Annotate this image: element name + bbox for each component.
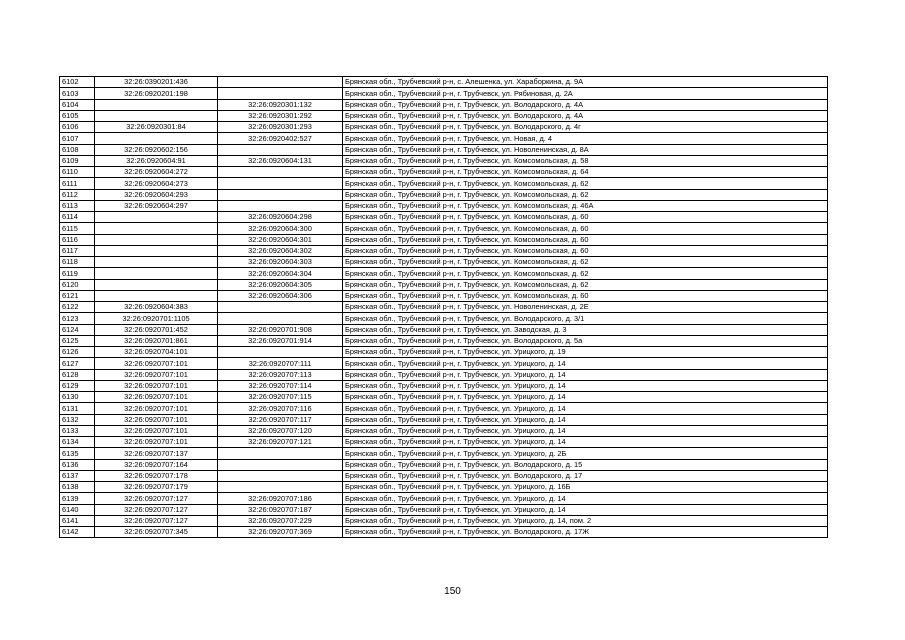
table-row [60, 223, 828, 234]
address-cell: Брянская обл., Трубчевский р-н, г. Трубчевск, ул. Комсомольская, д. 62 [343, 178, 828, 189]
row-number-cell: 6128 [60, 369, 95, 380]
object-cadastral-number-cell: 32:26:0920604:301 [218, 234, 343, 245]
address-cell: Брянская обл., Трубчевский р-н, г. Трубчевск, ул. Комсомольская, д. 60 [343, 290, 828, 301]
table-row [60, 504, 828, 515]
row-number-cell: 6106 [60, 122, 95, 133]
address-cell: Брянская обл., Трубчевский р-н, г. Трубчевск, ул. Комсомольская, д. 60 [343, 245, 828, 256]
address-cell: Брянская обл., Трубчевский р-н, г. Трубчевск, ул. Урицкого, д. 19 [343, 347, 828, 358]
table-row [60, 403, 828, 414]
row-number-cell: 6141 [60, 515, 95, 526]
row-number-cell: 6116 [60, 234, 95, 245]
object-cadastral-number-cell [218, 459, 343, 470]
address-cell: Брянская обл., Трубчевский р-н, г. Трубчевск, ул. Урицкого, д. 2Б [343, 448, 828, 459]
cadastral-number-cell: 32:26:0920602:156 [95, 144, 218, 155]
cadastral-number-cell: 32:26:0920301:84 [95, 122, 218, 133]
object-cadastral-number-cell: 32:26:0920707:114 [218, 380, 343, 391]
object-cadastral-number-cell: 32:26:0920402:527 [218, 133, 343, 144]
row-number-cell: 6120 [60, 279, 95, 290]
object-cadastral-number-cell: 32:26:0920701:908 [218, 324, 343, 335]
cadastral-number-cell: 32:26:0920707:101 [95, 369, 218, 380]
table-row [60, 167, 828, 178]
table-row [60, 257, 828, 268]
row-number-cell: 6140 [60, 504, 95, 515]
row-number-cell: 6119 [60, 268, 95, 279]
address-cell: Брянская обл., Трубчевский р-н, г. Трубчевск, ул. Заводская, д. 3 [343, 324, 828, 335]
cadastral-number-cell [95, 245, 218, 256]
object-cadastral-number-cell [218, 178, 343, 189]
cadastral-number-cell [95, 212, 218, 223]
object-cadastral-number-cell: 32:26:0920707:186 [218, 493, 343, 504]
object-cadastral-number-cell: 32:26:0920707:116 [218, 403, 343, 414]
address-cell: Брянская обл., Трубчевский р-н, г. Трубчевск, ул. Володарского, д. 3/1 [343, 313, 828, 324]
table-row [60, 324, 828, 335]
object-cadastral-number-cell [218, 167, 343, 178]
address-cell: Брянская обл., Трубчевский р-н, г. Трубчевск, ул. Комсомольская, д. 60 [343, 212, 828, 223]
address-cell: Брянская обл., Трубчевский р-н, г. Трубчевск, ул. Новоленинская, д. 2Е [343, 302, 828, 313]
address-cell: Брянская обл., Трубчевский р-н, г. Трубчевск, ул. Урицкого, д. 16Б [343, 482, 828, 493]
table-row [60, 515, 828, 526]
row-number-cell: 6131 [60, 403, 95, 414]
row-number-cell: 6136 [60, 459, 95, 470]
object-cadastral-number-cell [218, 482, 343, 493]
row-number-cell: 6121 [60, 290, 95, 301]
table-row [60, 290, 828, 301]
table-row [60, 347, 828, 358]
address-cell: Брянская обл., Трубчевский р-н, г. Трубчевск, ул. Урицкого, д. 14 [343, 437, 828, 448]
table-row [60, 414, 828, 425]
row-number-cell: 6127 [60, 358, 95, 369]
table-row [60, 482, 828, 493]
row-number-cell: 6103 [60, 88, 95, 99]
cadastral-number-cell: 32:26:0920707:127 [95, 493, 218, 504]
address-cell: Брянская обл., Трубчевский р-н, г. Трубчевск, ул. Володарского, д. 17 [343, 470, 828, 481]
row-number-cell: 6117 [60, 245, 95, 256]
cadastral-number-cell: 32:26:0920707:137 [95, 448, 218, 459]
row-number-cell: 6108 [60, 144, 95, 155]
row-number-cell: 6118 [60, 257, 95, 268]
object-cadastral-number-cell [218, 448, 343, 459]
table-row [60, 155, 828, 166]
object-cadastral-number-cell: 32:26:0920707:117 [218, 414, 343, 425]
table-row [60, 369, 828, 380]
object-cadastral-number-cell: 32:26:0920707:229 [218, 515, 343, 526]
cadastral-number-cell: 32:26:0920707:345 [95, 527, 218, 538]
cadastral-number-cell: 32:26:0920604:273 [95, 178, 218, 189]
cadastral-number-cell: 32:26:0920604:91 [95, 155, 218, 166]
table-row [60, 527, 828, 538]
object-cadastral-number-cell: 32:26:0920707:121 [218, 437, 343, 448]
row-number-cell: 6133 [60, 425, 95, 436]
object-cadastral-number-cell: 32:26:0920604:305 [218, 279, 343, 290]
address-cell: Брянская обл., Трубчевский р-н, г. Трубчевск, ул. Комсомольская, д. 62 [343, 257, 828, 268]
row-number-cell: 6134 [60, 437, 95, 448]
row-number-cell: 6122 [60, 302, 95, 313]
address-cell: Брянская обл., Трубчевский р-н, г. Трубчевск, ул. Новоленинская, д. 8А [343, 144, 828, 155]
cadastral-number-cell: 32:26:0920707:101 [95, 358, 218, 369]
address-cell: Брянская обл., Трубчевский р-н, г. Трубчевск, ул. Комсомольская, д. 64 [343, 167, 828, 178]
object-cadastral-number-cell [218, 200, 343, 211]
row-number-cell: 6112 [60, 189, 95, 200]
table-row [60, 200, 828, 211]
row-number-cell: 6135 [60, 448, 95, 459]
cadastral-number-cell [95, 223, 218, 234]
cadastral-number-cell: 32:26:0920707:101 [95, 380, 218, 391]
object-cadastral-number-cell [218, 347, 343, 358]
table-row [60, 212, 828, 223]
row-number-cell: 6107 [60, 133, 95, 144]
table-row [60, 77, 828, 88]
object-cadastral-number-cell: 32:26:0920301:132 [218, 99, 343, 110]
address-cell: Брянская обл., Трубчевский р-н, г. Трубчевск, ул. Урицкого, д. 14 [343, 403, 828, 414]
table-row [60, 425, 828, 436]
address-cell: Брянская обл., Трубчевский р-н, г. Трубчевск, ул. Володарского, д. 15 [343, 459, 828, 470]
cadastral-number-cell: 32:26:0920707:127 [95, 504, 218, 515]
row-number-cell: 6104 [60, 99, 95, 110]
address-cell: Брянская обл., Трубчевский р-н, г. Трубчевск, ул. Урицкого, д. 14 [343, 414, 828, 425]
row-number-cell: 6102 [60, 77, 95, 88]
address-cell: Брянская обл., Трубчевский р-н, г. Трубчевск, ул. Комсомольская, д. 60 [343, 223, 828, 234]
address-cell: Брянская обл., Трубчевский р-н, г. Трубчевск, ул. Володарского, д. 17Ж [343, 527, 828, 538]
object-cadastral-number-cell: 32:26:0920707:113 [218, 369, 343, 380]
object-cadastral-number-cell: 32:26:0920301:293 [218, 122, 343, 133]
table-row [60, 144, 828, 155]
row-number-cell: 6139 [60, 493, 95, 504]
row-number-cell: 6130 [60, 392, 95, 403]
address-cell: Брянская обл., Трубчевский р-н, г. Трубчевск, ул. Урицкого, д. 14 [343, 392, 828, 403]
row-number-cell: 6129 [60, 380, 95, 391]
cadastral-number-cell: 32:26:0920707:101 [95, 437, 218, 448]
address-cell: Брянская обл., Трубчевский р-н, г. Трубчевск, ул. Комсомольская, д. 62 [343, 189, 828, 200]
row-number-cell: 6137 [60, 470, 95, 481]
page-number: 150 [444, 586, 461, 597]
address-cell: Брянская обл., Трубчевский р-н, г. Трубчевск, ул. Урицкого, д. 14 [343, 369, 828, 380]
row-number-cell: 6111 [60, 178, 95, 189]
object-cadastral-number-cell: 32:26:0920707:111 [218, 358, 343, 369]
address-cell: Брянская обл., Трубчевский р-н, г. Трубчевск, ул. Комсомольская, д. 46А [343, 200, 828, 211]
property-register-table [59, 76, 828, 538]
row-number-cell: 6110 [60, 167, 95, 178]
table-row [60, 234, 828, 245]
cadastral-number-cell: 32:26:0920604:383 [95, 302, 218, 313]
address-cell: Брянская обл., Трубчевский р-н, г. Трубчевск, ул. Урицкого, д. 14 [343, 504, 828, 515]
table-row [60, 110, 828, 121]
address-cell: Брянская обл., Трубчевский р-н, г. Трубчевск, ул. Комсомольская, д. 62 [343, 279, 828, 290]
address-cell: Брянская обл., Трубчевский р-н, г. Трубчевск, ул. Володарского, д. 4г [343, 122, 828, 133]
cadastral-number-cell: 32:26:0920707:101 [95, 425, 218, 436]
object-cadastral-number-cell: 32:26:0920604:306 [218, 290, 343, 301]
table-row [60, 437, 828, 448]
table-row [60, 178, 828, 189]
cadastral-number-cell: 32:26:0920704:101 [95, 347, 218, 358]
table-row [60, 99, 828, 110]
table-row [60, 470, 828, 481]
row-number-cell: 6142 [60, 527, 95, 538]
cadastral-number-cell [95, 133, 218, 144]
table-row [60, 245, 828, 256]
address-cell: Брянская обл., Трубчевский р-н, г. Трубчевск, ул. Урицкого, д. 14 [343, 358, 828, 369]
object-cadastral-number-cell: 32:26:0920604:303 [218, 257, 343, 268]
object-cadastral-number-cell: 32:26:0920301:292 [218, 110, 343, 121]
cadastral-number-cell: 32:26:0920604:272 [95, 167, 218, 178]
table-row [60, 189, 828, 200]
object-cadastral-number-cell: 32:26:0920707:369 [218, 527, 343, 538]
object-cadastral-number-cell [218, 302, 343, 313]
cadastral-number-cell: 32:26:0920707:164 [95, 459, 218, 470]
object-cadastral-number-cell: 32:26:0920604:300 [218, 223, 343, 234]
row-number-cell: 6125 [60, 335, 95, 346]
row-number-cell: 6126 [60, 347, 95, 358]
address-cell: Брянская обл., Трубчевский р-н, г. Трубчевск, ул. Комсомольская, д. 60 [343, 234, 828, 245]
cadastral-number-cell: 32:26:0920707:101 [95, 403, 218, 414]
object-cadastral-number-cell [218, 144, 343, 155]
cadastral-number-cell [95, 290, 218, 301]
cadastral-number-cell: 32:26:0920201:198 [95, 88, 218, 99]
table-row [60, 268, 828, 279]
row-number-cell: 6124 [60, 324, 95, 335]
address-cell: Брянская обл., Трубчевский р-н, г. Трубчевск, ул. Володарского, д. 4А [343, 110, 828, 121]
row-number-cell: 6114 [60, 212, 95, 223]
table-row [60, 122, 828, 133]
cadastral-number-cell: 32:26:0920701:861 [95, 335, 218, 346]
table-row [60, 358, 828, 369]
address-cell: Брянская обл., Трубчевский р-н, г. Трубчевск, ул. Урицкого, д. 14 [343, 493, 828, 504]
object-cadastral-number-cell: 32:26:0920701:914 [218, 335, 343, 346]
cadastral-number-cell: 32:26:0920707:178 [95, 470, 218, 481]
cadastral-number-cell [95, 99, 218, 110]
object-cadastral-number-cell: 32:26:0920604:131 [218, 155, 343, 166]
cadastral-number-cell [95, 268, 218, 279]
table-row [60, 459, 828, 470]
address-cell: Брянская обл., Трубчевский р-н, г. Трубчевск, ул. Новая, д. 4 [343, 133, 828, 144]
cadastral-number-cell: 32:26:0920701:1105 [95, 313, 218, 324]
row-number-cell: 6132 [60, 414, 95, 425]
object-cadastral-number-cell [218, 313, 343, 324]
object-cadastral-number-cell [218, 88, 343, 99]
row-number-cell: 6113 [60, 200, 95, 211]
row-number-cell: 6105 [60, 110, 95, 121]
table-row [60, 335, 828, 346]
cadastral-number-cell [95, 279, 218, 290]
address-cell: Брянская обл., Трубчевский р-н, с. Алешенка, ул. Хараборкина, д. 9А [343, 77, 828, 88]
object-cadastral-number-cell: 32:26:0920707:187 [218, 504, 343, 515]
table-row [60, 133, 828, 144]
table-body [60, 77, 828, 538]
cadastral-number-cell: 32:26:0920707:101 [95, 392, 218, 403]
cadastral-number-cell: 32:26:0920604:293 [95, 189, 218, 200]
table-row [60, 392, 828, 403]
table-row [60, 279, 828, 290]
table-row [60, 380, 828, 391]
object-cadastral-number-cell [218, 189, 343, 200]
object-cadastral-number-cell: 32:26:0920707:120 [218, 425, 343, 436]
address-cell: Брянская обл., Трубчевский р-н, г. Трубчевск, ул. Комсомольская, д. 58 [343, 155, 828, 166]
row-number-cell: 6138 [60, 482, 95, 493]
object-cadastral-number-cell: 32:26:0920604:302 [218, 245, 343, 256]
address-cell: Брянская обл., Трубчевский р-н, г. Трубчевск, ул. Рябиновая, д. 2А [343, 88, 828, 99]
cadastral-number-cell: 32:26:0920604:297 [95, 200, 218, 211]
cadastral-number-cell: 32:26:0920701:452 [95, 324, 218, 335]
object-cadastral-number-cell [218, 470, 343, 481]
table-row [60, 313, 828, 324]
row-number-cell: 6115 [60, 223, 95, 234]
cadastral-number-cell: 32:26:0920707:127 [95, 515, 218, 526]
object-cadastral-number-cell: 32:26:0920604:298 [218, 212, 343, 223]
cadastral-number-cell [95, 257, 218, 268]
address-cell: Брянская обл., Трубчевский р-н, г. Трубчевск, ул. Урицкого, д. 14, пом. 2 [343, 515, 828, 526]
table-row [60, 88, 828, 99]
row-number-cell: 6109 [60, 155, 95, 166]
row-number-cell: 6123 [60, 313, 95, 324]
object-cadastral-number-cell: 32:26:0920707:115 [218, 392, 343, 403]
cadastral-number-cell [95, 110, 218, 121]
cadastral-number-cell: 32:26:0920707:101 [95, 414, 218, 425]
address-cell: Брянская обл., Трубчевский р-н, г. Трубчевск, ул. Урицкого, д. 14 [343, 380, 828, 391]
cadastral-number-cell: 32:26:0920707:179 [95, 482, 218, 493]
object-cadastral-number-cell: 32:26:0920604:304 [218, 268, 343, 279]
address-cell: Брянская обл., Трубчевский р-н, г. Трубчевск, ул. Володарского, д. 5а [343, 335, 828, 346]
address-cell: Брянская обл., Трубчевский р-н, г. Трубчевск, ул. Комсомольская, д. 62 [343, 268, 828, 279]
table-row [60, 448, 828, 459]
object-cadastral-number-cell [218, 77, 343, 88]
address-cell: Брянская обл., Трубчевский р-н, г. Трубчевск, ул. Урицкого, д. 14 [343, 425, 828, 436]
table-row [60, 493, 828, 504]
cadastral-number-cell [95, 234, 218, 245]
address-cell: Брянская обл., Трубчевский р-н, г. Трубчевск, ул. Володарского, д. 4А [343, 99, 828, 110]
cadastral-number-cell: 32:26:0390201:436 [95, 77, 218, 88]
table-row [60, 302, 828, 313]
